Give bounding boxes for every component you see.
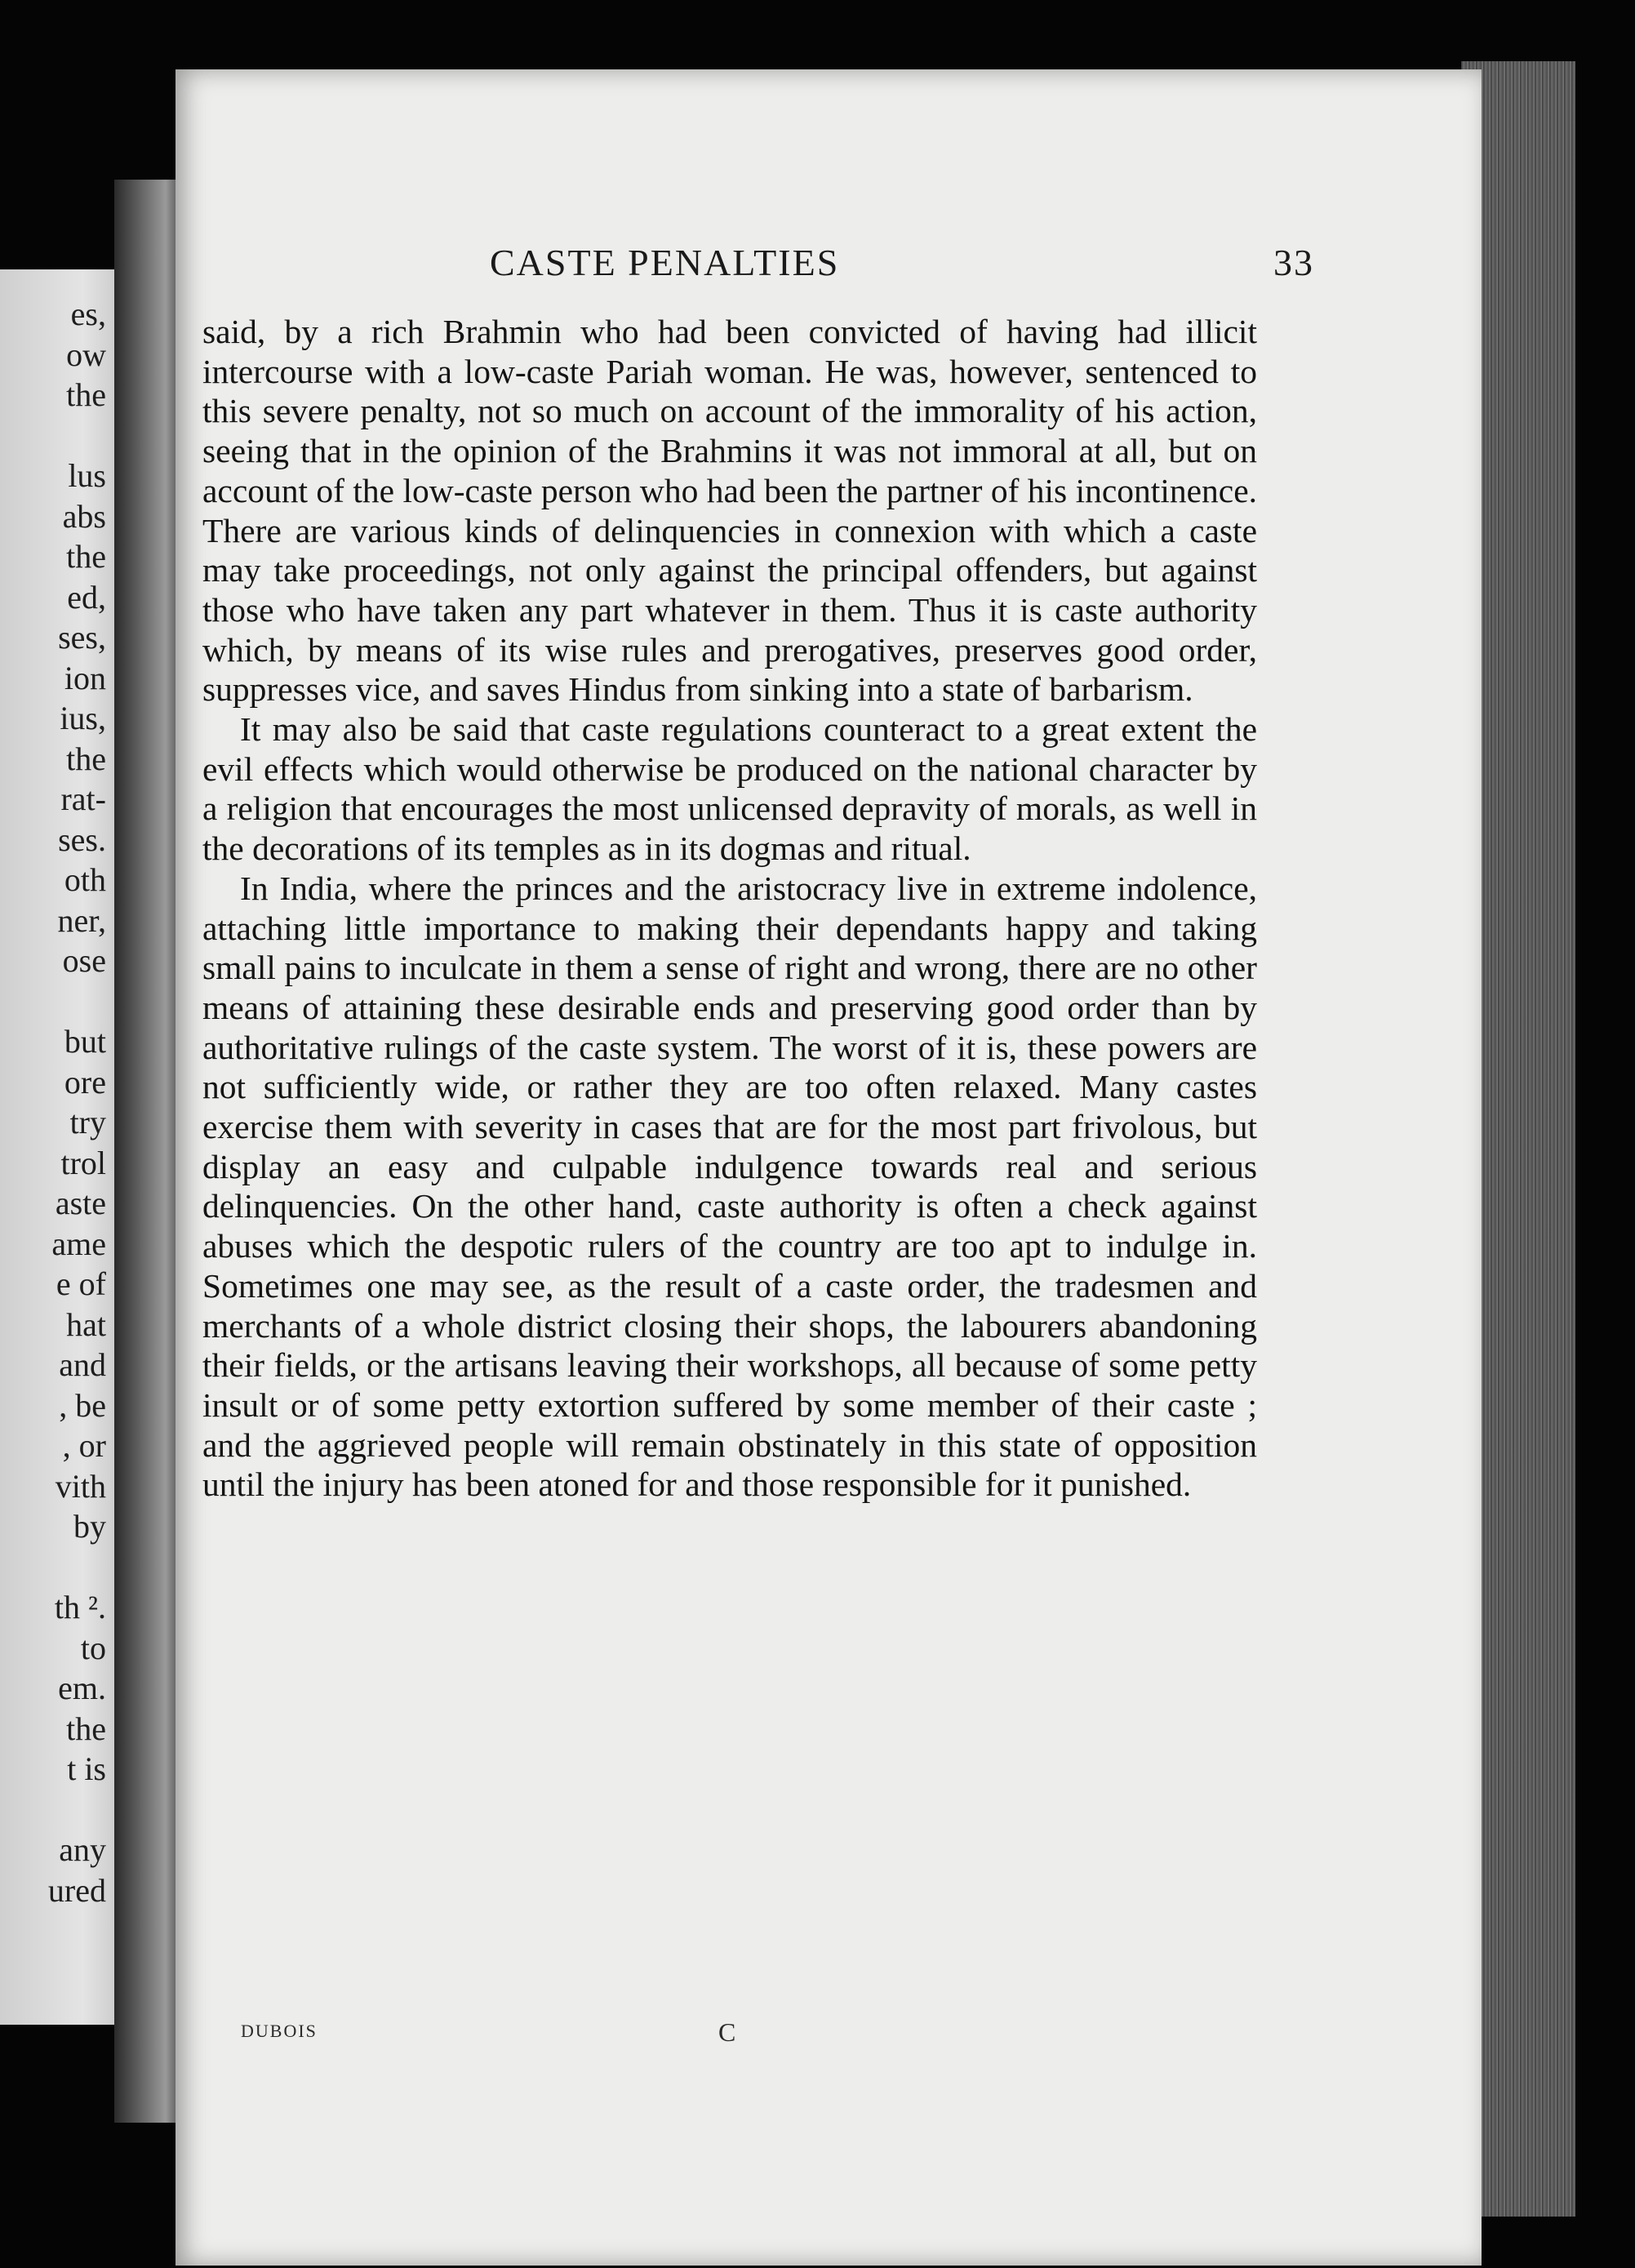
facing-page-fragment: the xyxy=(66,376,106,413)
facing-page-fragment xyxy=(24,981,106,1022)
facing-page-fragment: em. xyxy=(58,1670,106,1706)
facing-page-fragment: by xyxy=(73,1508,106,1545)
facing-page-fragment: e of xyxy=(56,1265,106,1302)
book-page xyxy=(175,69,1482,2266)
facing-page-fragment: ose xyxy=(62,942,106,979)
facing-page-fragment: ured xyxy=(47,1871,106,1909)
facing-page-fragment: rat- xyxy=(60,780,106,817)
facing-page-fragment: th ². xyxy=(54,1589,106,1625)
facing-page-fragment: ses, xyxy=(58,619,106,656)
facing-page-fragment: ses. xyxy=(58,820,106,858)
facing-page-fragment: ion xyxy=(64,659,106,696)
gathering-letter: C xyxy=(718,2017,736,2047)
facing-page-fragment: oth xyxy=(64,861,106,898)
facing-page-fragment xyxy=(24,416,106,456)
facing-page-fragment xyxy=(24,1790,106,1830)
facing-page-fragment: any xyxy=(59,1831,106,1868)
facing-page-fragment: ow xyxy=(66,336,106,373)
facing-page-fragment: the xyxy=(66,538,106,575)
facing-page-fragment: ame xyxy=(51,1225,106,1262)
facing-page-fragment: the xyxy=(66,1710,106,1747)
paragraph: It may also be said that caste regulations counteract to a great extent the evil effects which would otherwise be produced on the national character by a religion that encourages the most unlicensed depravity of morals, as well in the decorations of its temples as in its dogmas and ritual. xyxy=(202,710,1257,868)
running-title: CASTE PENALTIES xyxy=(490,242,840,283)
signature-mark: DUBOIS xyxy=(241,2021,318,2041)
facing-page-fragment: and xyxy=(59,1346,106,1383)
facing-page-fragment: the xyxy=(66,740,106,777)
facing-page-fragment: lus xyxy=(68,457,106,494)
facing-page-fragment: vith xyxy=(55,1467,106,1505)
page-number: 33 xyxy=(1273,242,1314,283)
facing-page-fragment: t is xyxy=(67,1750,106,1787)
facing-page-fragment: ed, xyxy=(67,578,106,616)
facing-page-fragment: es, xyxy=(70,296,106,332)
facing-page-fragment: but xyxy=(64,1023,106,1060)
facing-page-fragment: , be xyxy=(59,1386,106,1424)
paragraph: said, by a rich Brahmin who had been convicted of having had illicit intercourse with a low-caste Pariah woman. He was, however, sentenced to this severe penalty, not so much on account of the immorality of his action, seeing that in the opinion of the Brahmins it was not immoral at all, but on account of the low-caste person who had been the partner of his incontinence. There are various kinds of delinquencies in connexion with which a caste may take proceedings, not only against the principal offenders, but against those who have taken any part whatever in them. Thus it is caste authority which, by means of its wise rules and prerogatives, preserves good order, suppresses vice, and saves Hindus from sinking into a state of barbarism. xyxy=(202,313,1257,709)
facing-page-fragment: , or xyxy=(62,1427,106,1464)
facing-page-fragment: hat xyxy=(66,1305,106,1343)
facing-page-fragment: try xyxy=(69,1104,106,1141)
facing-page-fragment: ius, xyxy=(60,700,106,736)
facing-page-fragment xyxy=(24,1547,106,1588)
facing-page-text xyxy=(24,294,106,1910)
facing-page-fragment: aste xyxy=(55,1185,106,1221)
facing-page-fragment: trol xyxy=(60,1144,106,1181)
facing-page-fragment: to xyxy=(80,1629,106,1666)
body-text xyxy=(202,312,1257,1505)
facing-page-fragment: ore xyxy=(64,1063,106,1101)
paragraph: In India, where the princes and the aristocracy live in extreme indolence, attaching little importance to making their dependants happy and taking small pains to inculcate in them a sense of right and wrong, there are no other means of attaining these desirable ends and preserving good order than by authoritative rulings of the caste system. The worst of it is, these powers are not sufficiently wide, or rather they are too often relaxed. Many castes exercise them with severity in cases that are for the most part frivolous, but display an easy and culpable indulgence towards real and serious delinquencies. On the other hand, caste authority is often a check against abuses which the despotic rulers of the country are too apt to indulge in. Sometimes one may see, as the result of a caste order, the tradesmen and merchants of a whole district closing their shops, the labourers abandoning their fields, or the artisans leaving their workshops, all because of some petty insult or of some petty extortion suffered by some member of their caste ; and the aggrieved people will remain obstinately in this state of opposition until the injury has been atoned for and those responsible for it punished. xyxy=(202,869,1257,1504)
facing-page-fragment: ner, xyxy=(57,901,106,939)
facing-page-fragment: abs xyxy=(62,497,106,535)
